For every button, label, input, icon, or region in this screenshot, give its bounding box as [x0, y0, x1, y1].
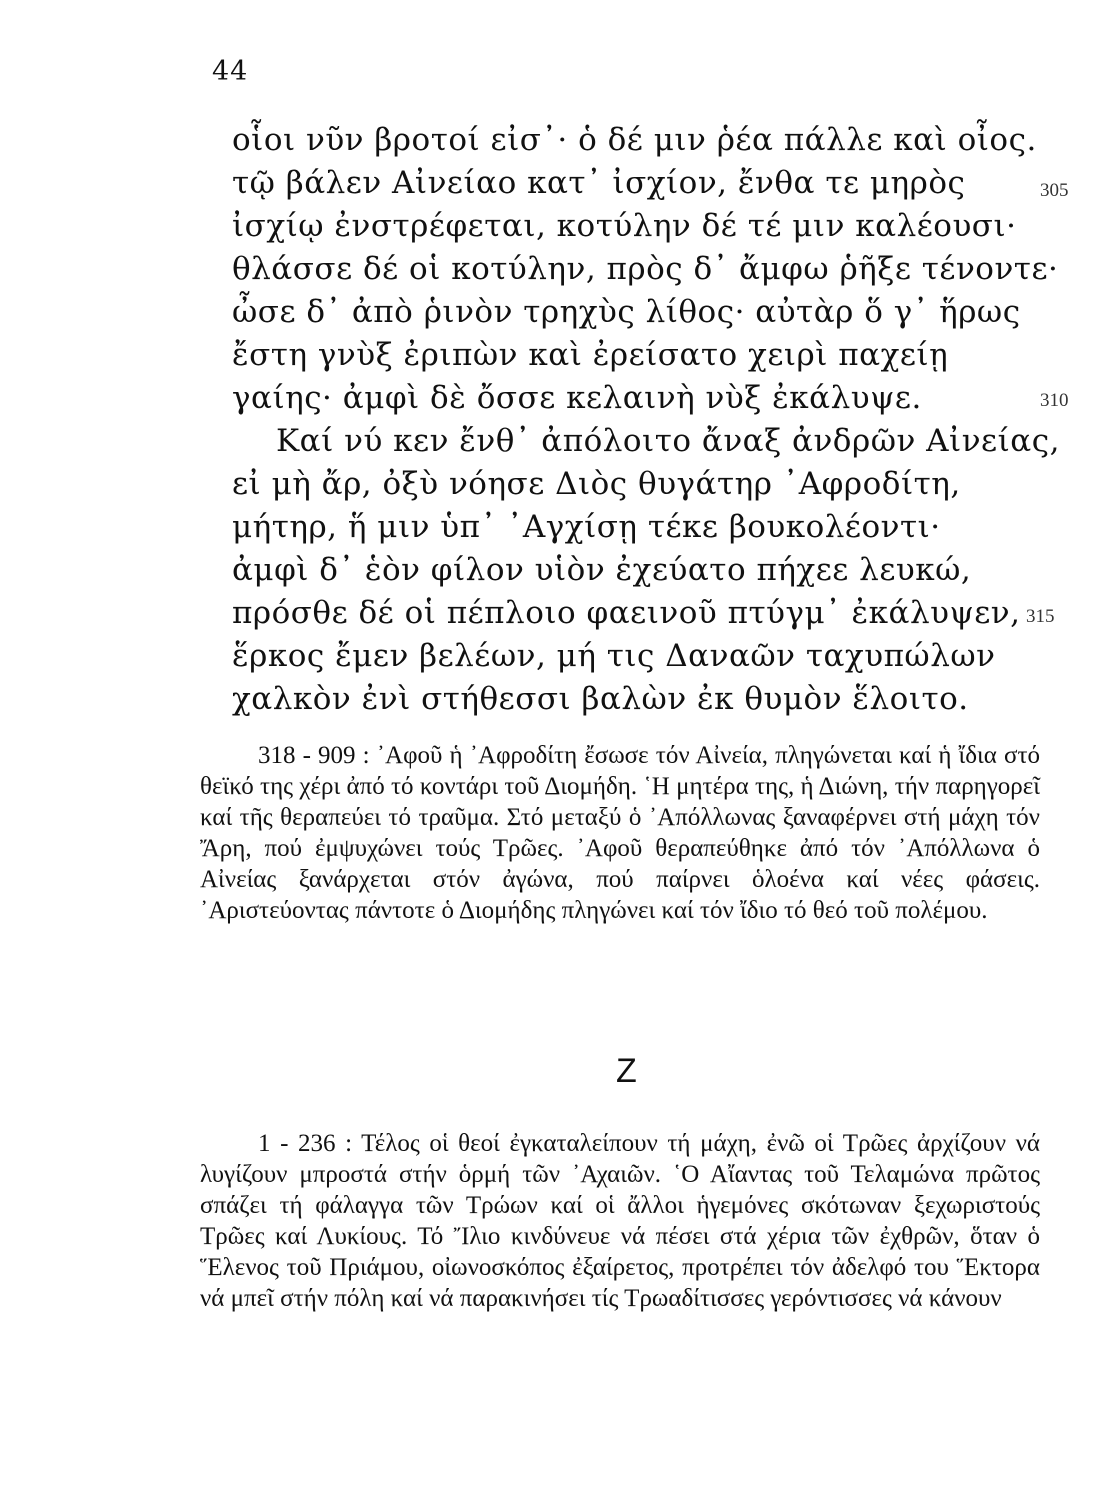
verse-line: ἰσχίῳ ἐνστρέφεται, κοτύλην δέ τέ μιν καλέουσι· — [232, 208, 1017, 244]
verse-line: ἔστη γνὺξ ἐριπὼν καὶ ἐρείσατο χειρὶ παχείῃ — [232, 337, 949, 373]
verse-line: τῷ βάλεν Αἰνείαο κατ᾽ ἰσχίον, ἔνθα τε μηρὸς — [232, 165, 966, 201]
verse-line: ἀμφὶ δ᾽ ἑὸν φίλον υἱὸν ἐχεύατο πήχεε λευκώ, — [232, 552, 972, 588]
verse-line: Καί νύ κεν ἔνθ᾽ ἀπόλοιτο ἄναξ ἀνδρῶν Αἰνείας, — [276, 423, 1060, 459]
verse-line: ὦσε δ᾽ ἀπὸ ῥινὸν τρηχὺς λίθος· αὐτὰρ ὅ γ᾽ ἥρως — [232, 294, 1021, 330]
verse-line: πρόσθε δέ οἱ πέπλοιο φαεινοῦ πτύγμ᾽ ἐκάλυψεν, — [232, 595, 1021, 631]
verse-line: θλάσσε δέ οἱ κοτύλην, πρὸς δ᾽ ἄμφω ῥῆξε τένοντε· — [232, 251, 1059, 287]
summary-paragraph-1: 318 - 909 : ᾽Αφοῦ ἡ ᾽Αφροδίτη ἔσωσε τόν Αἰνεία, πληγώνεται καί ἡ ἴδια στό θεϊκό της χέρι ἀπό τό κοντάρι τοῦ Διομήδη. ῾Η μητέρα της, ἡ Διώνη, τήν παρηγορεῖ καί τῆς θεραπεύει τό τραῦμα. Στό μεταξύ ὁ ᾽Απόλλωνας ξαναφέρνει στή μάχη τόν Ἄρη, πού ἐμψυχώνει τούς Τρῶες. ᾽Αφοῦ θεραπεύθηκε ἀπό τόν ᾽Απόλλωνα ὁ Αἰνείας ξανάρχεται στόν ἀγώνα, πού παίρνει ὁλοένα καί νέες φάσεις. ᾽Αριστεύοντας πάντοτε ὁ Διομήδης πληγώνει καί τόν ἴδιο τό θεό τοῦ πολέμου. — [200, 742, 1040, 924]
verse-line: εἰ μὴ ἄρ, ὀξὺ νόησε Διὸς θυγάτηρ ᾽Αφροδίτη, — [232, 466, 961, 502]
verse-line: μήτηρ, ἥ μιν ὑπ᾽ ᾽Αγχίσῃ τέκε βουκολέοντι· — [232, 509, 941, 545]
line-number: 315 — [1026, 606, 1055, 627]
page-number: 44 — [212, 56, 249, 87]
verse-line: οἷοι νῦν βροτοί εἰσ᾽· ὁ δέ μιν ῥέα πάλλε καὶ οἶος. — [232, 122, 1037, 158]
summary-paragraph-2: 1 - 236 : Τέλος οἱ θεοί ἐγκαταλείπουν τή μάχη, ἐνῶ οἱ Τρῶες ἀρχίζουν νά λυγίζουν μπροστά στήν ὁρμή τῶν ᾽Αχαιῶν. ῾Ο Αἴαντας τοῦ Τελαμώνα πρῶτος σπάζει τή φάλαγγα τῶν Τρώων καί οἱ ἄλλοι ἡγεμόνες σκότωναν ξεχωριστούς Τρῶες καί Λυκίους. Τό Ἴλιο κινδύνευε νά πέσει στά χέρια τῶν ἐχθρῶν, ὅταν ὁ Ἕλενος τοῦ Πριάμου, οἰωνοσκόπος ἐξαίρετος, προτρέπει τόν ἀδελφό του Ἕκτορα νά μπεῖ στήν πόλη καί νά παρακινήσει τίς Τρωαδίτισσες γερόντισσες νά κάνουν — [200, 1130, 1040, 1312]
line-number: 305 — [1040, 180, 1069, 201]
book-heading: Z — [616, 1052, 637, 1090]
verse-line: ἕρκος ἔμεν βελέων, μή τις Δαναῶν ταχυπώλων — [232, 638, 996, 674]
verse-line: γαίης· ἀμφὶ δὲ ὄσσε κελαινὴ νὺξ ἐκάλυψε. — [232, 380, 922, 416]
verse-line: χαλκὸν ἐνὶ στήθεσσι βαλὼν ἐκ θυμὸν ἕλοιτο. — [232, 681, 969, 717]
line-number: 310 — [1040, 390, 1069, 411]
